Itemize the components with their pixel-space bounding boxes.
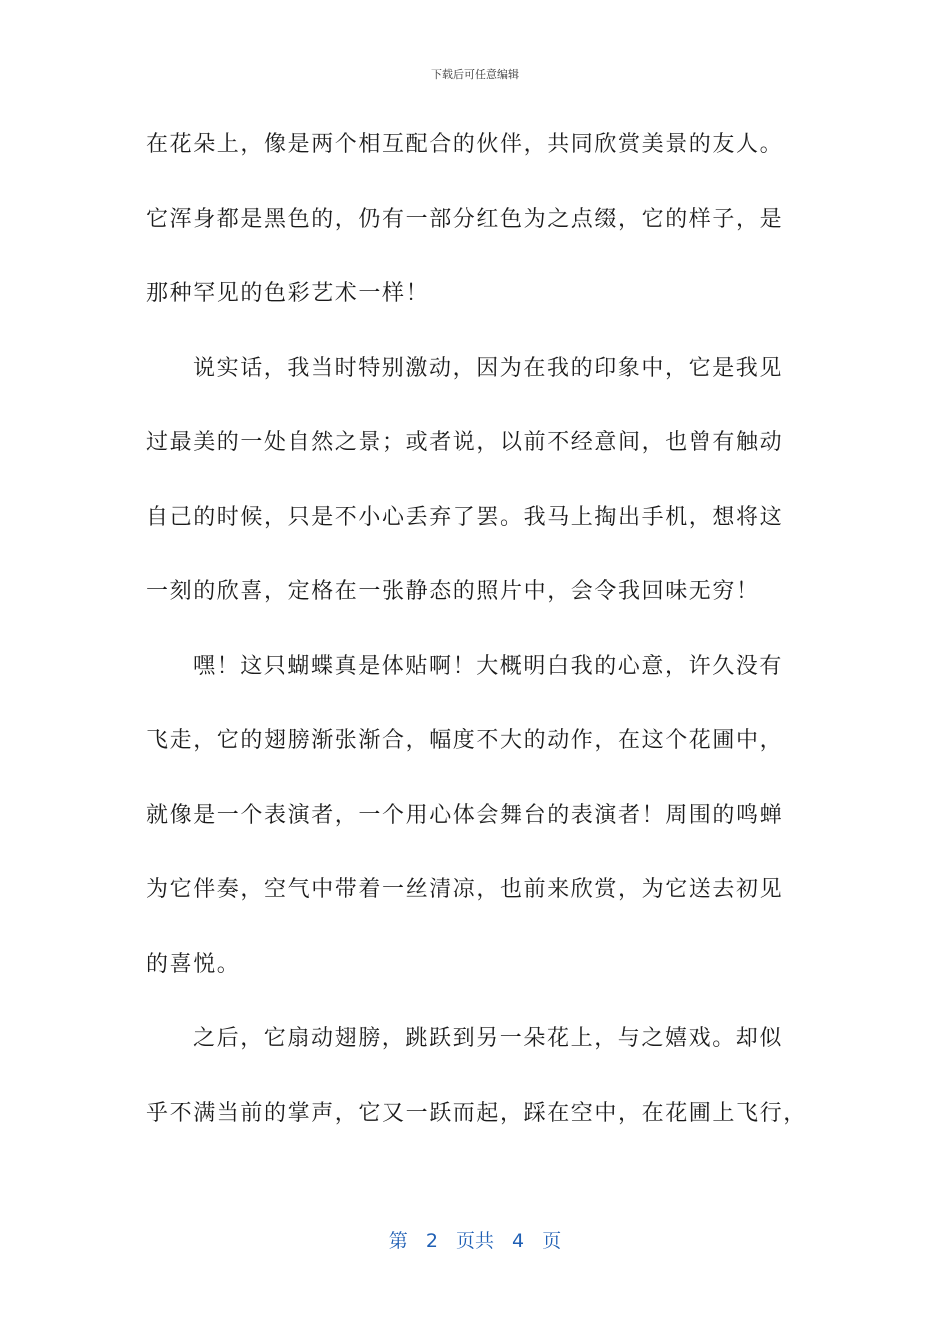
text-line: 就像是一个表演者，一个用心体会舞台的表演者！周围的鸣蝉: [146, 802, 784, 828]
text-line: 之后，它扇动翅膀，跳跃到另一朵花上，与之嬉戏。却似: [193, 1026, 784, 1051]
text-line: 为它伴奏，空气中带着一丝清凉，也前来欣赏，为它送去初见: [146, 877, 784, 902]
footer-suffix: 页: [542, 1230, 562, 1252]
text-line: 的喜悦。: [146, 951, 241, 977]
page-header-note: 下载后可任意编辑: [431, 68, 519, 81]
text-line: 一刻的欣喜，定格在一张静态的照片中，会令我回味无穷！: [146, 579, 760, 604]
text-line: 飞走，它的翅膀渐张渐合，幅度不大的动作，在这个花圃中，: [146, 728, 784, 753]
text-line: 自己的时候，只是不小心丢弃了罢。我马上掏出手机，想将这: [146, 504, 784, 530]
document-body: [146, 120, 806, 1163]
text-line: 那种罕见的色彩艺术一样！: [146, 281, 430, 306]
footer-middle: 页共: [455, 1230, 494, 1252]
text-line: 乎不满当前的掌声，它又一跃而起，踩在空中，在花圃上飞行，: [146, 1100, 807, 1126]
footer-total-pages: 4: [512, 1230, 525, 1252]
text-line: 它浑身都是黑色的，仍有一部分红色为之点缀，它的样子，是: [146, 206, 784, 232]
footer-current-page: 2: [425, 1230, 438, 1252]
text-line: 嘿！这只蝴蝶真是体贴啊！大概明白我的心意，许久没有: [193, 653, 784, 679]
page-footer: [0, 1226, 950, 1253]
text-line: 过最美的一处自然之景；或者说，以前不经意间，也曾有触动: [146, 430, 784, 455]
text-line: 在花朵上，像是两个相互配合的伙伴，共同欣赏美景的友人。: [146, 132, 784, 157]
footer-prefix: 第: [388, 1230, 408, 1252]
text-line: 说实话，我当时特别激动，因为在我的印象中，它是我见: [193, 355, 784, 381]
